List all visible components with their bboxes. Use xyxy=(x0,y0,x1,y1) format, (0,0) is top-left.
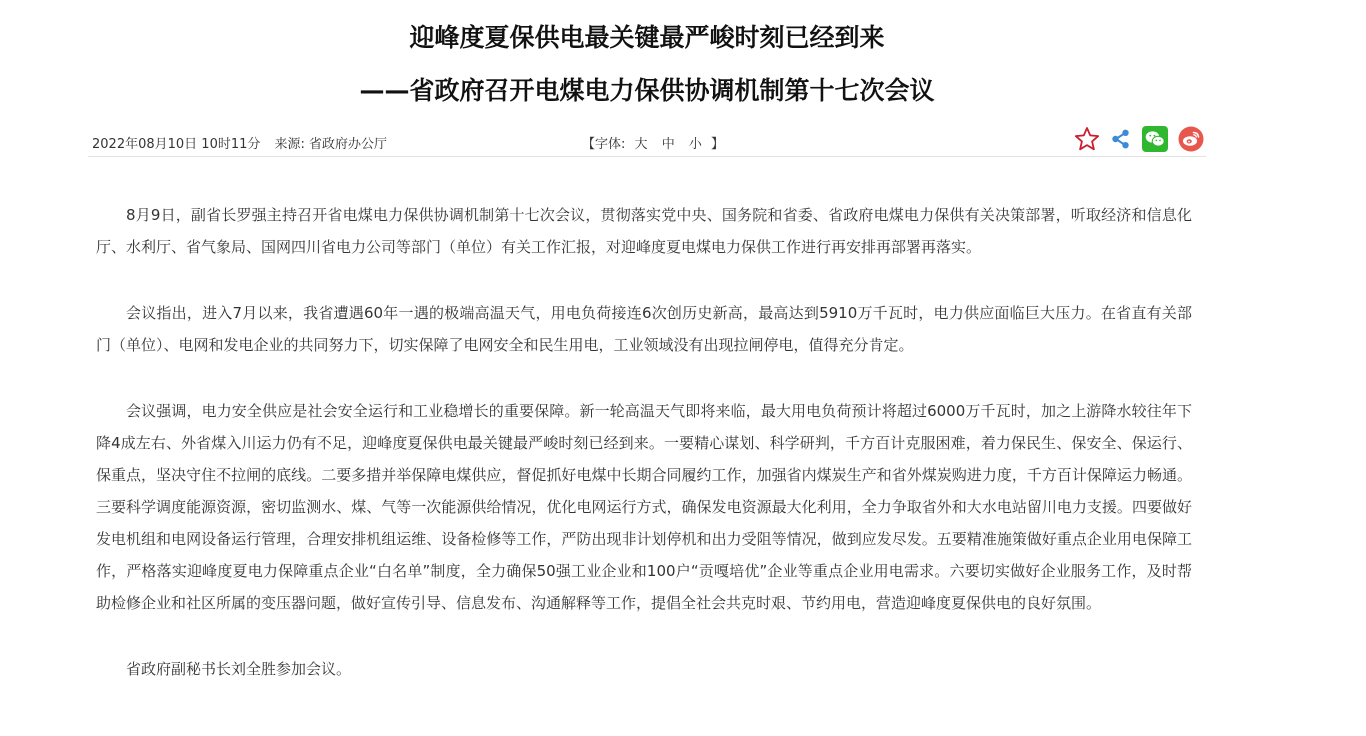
article-paragraph: 省政府副秘书长刘全胜参加会议。 xyxy=(126,660,352,678)
title-main: 迎峰度夏保供电最关键最严峻时刻已经到来 xyxy=(409,23,885,52)
font-size-medium-button[interactable]: 中 xyxy=(661,137,675,152)
article-paragraph: 会议强调，电力安全供应是社会安全运行和工业稳增长的重要保障。新一轮高温天气即将来临，最大用电负荷预计将超过6000万千瓦时，加之上游降水较往年下降4成左右、外省煤入川运力仍有不足，迎峰度夏保供电最关键最严峻时刻已经到来。一要精心谋划、科学研判，千方百计克服困难，着力保民生、保安全、保运行、保重点，坚决守住不拉闸的底线。二要多措并举保障电煤供应，督促抓好电煤中长期合同履约工作，加强省内煤炭生产和省外煤炭购进力度，千方百计保障运力畅通。三要科学调度能源资源，密切监测水、煤、气等一次能源供给情况，优化电网运行方式，确保发电资源最大化利用，全力争取省外和大水电站留川电力支援。四要做好发电机组和电网设备运行管理，合理安排机组运维、设备检修等工作，严防出现非计划停机和出力受阻等情况，做到应发尽发。五要精准施策做好重点企业用电保障工作，严格落实迎峰度夏电力保障重点企业“白名单”制度，全力确保50强工业企业和100户“贡嘎培优”企业等重点企业用电需求。六要切实做好企业服务工作，及时帮助检修企业和社区所属的变压器问题，做好宣传引导、信息发布、沟通解释等工作，提倡全社会共克时艰、节约用电，营造迎峰度夏保供电的良好氛围。 xyxy=(96,402,1192,612)
article-source: 来源: 省政府办公厅 xyxy=(274,137,388,152)
title-subtitle: ——省政府召开电煤电力保供协调机制第十七次会议 xyxy=(359,76,935,105)
article-meta xyxy=(92,133,397,152)
font-control-close: 】 xyxy=(711,137,725,152)
weibo-icon[interactable] xyxy=(1178,126,1204,152)
font-size-large-button[interactable]: 大 xyxy=(634,137,648,152)
font-size-small-button[interactable]: 小 xyxy=(688,137,702,152)
star-icon[interactable] xyxy=(1074,126,1100,152)
article-paragraph: 会议指出，进入7月以来，我省遭遇60年一遇的极端高温天气，用电负荷接连6次创历史新高，最高达到5910万千瓦时，电力供应面临巨大压力。在省直有关部门（单位）、电网和发电企业的共同努力下，切实保障了电网安全和民生用电，工业领域没有出现拉闸停电，值得充分肯定。 xyxy=(96,304,1192,354)
article-paragraph: 8月9日，副省长罗强主持召开省电煤电力保供协调机制第十七次会议，贯彻落实党中央、国务院和省委、省政府电煤电力保供有关决策部署，听取经济和信息化厅、水利厅、省气象局、国网四川省电力公司等部门（单位）有关工作汇报，对迎峰度夏电煤电力保供工作进行再安排再部署再落实。 xyxy=(96,206,1192,256)
article-body xyxy=(96,199,1192,719)
font-size-control xyxy=(582,133,724,152)
publish-date: 2022年08月10日 10时11分 xyxy=(92,137,261,152)
share-icon[interactable] xyxy=(1110,128,1132,150)
share-toolbar xyxy=(1064,125,1204,153)
wechat-icon[interactable] xyxy=(1142,126,1168,152)
article-title xyxy=(88,18,1206,111)
font-control-open: 【字体: xyxy=(582,137,626,152)
article-meta-bar xyxy=(88,124,1206,157)
